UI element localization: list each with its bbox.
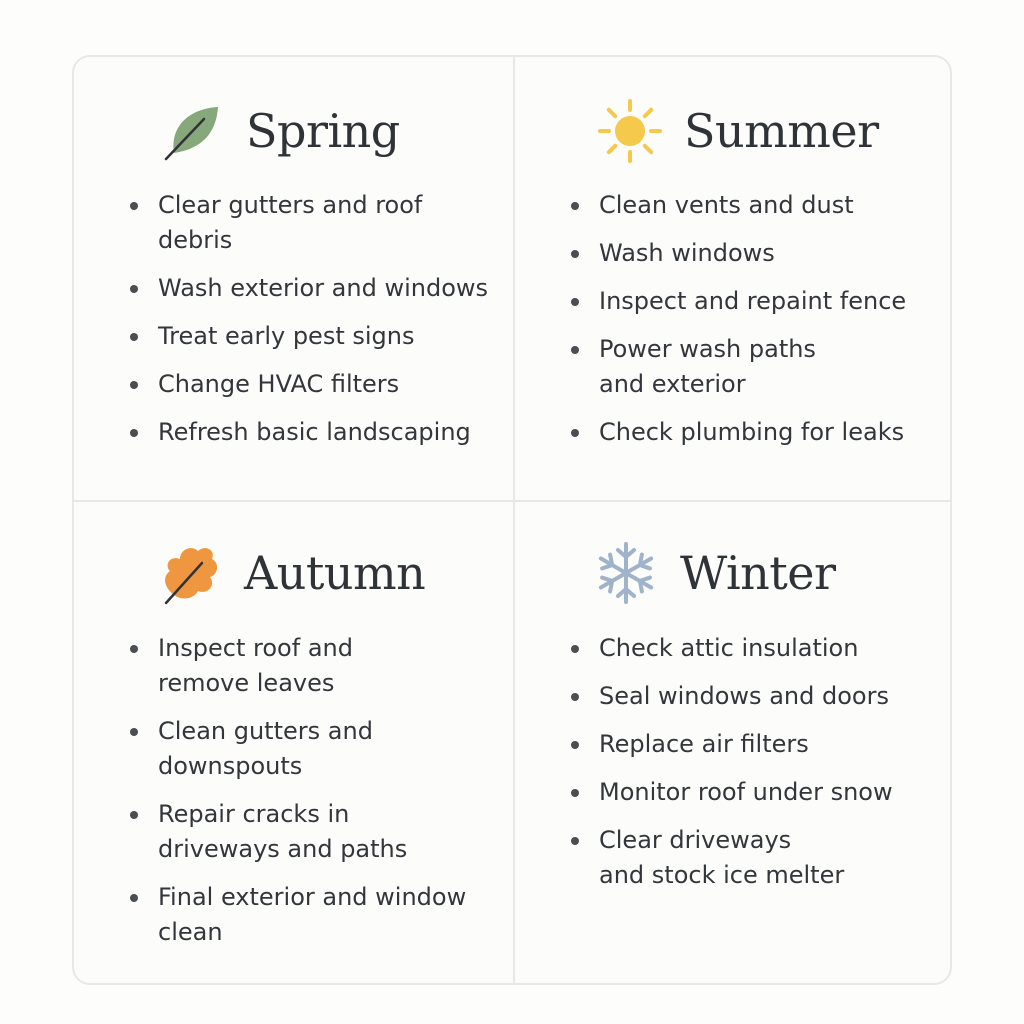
task-text: debris [158,226,233,254]
autumn-task-list [130,631,490,963]
task-item [571,236,931,271]
task-item [130,714,490,784]
task-text: clean [158,918,223,946]
task-text: and exterior [599,370,746,398]
task-item [571,679,931,714]
task-item [130,271,490,306]
spring-section [74,57,514,501]
task-item [571,727,931,762]
task-item [130,188,490,258]
task-text: driveways and paths [158,835,408,863]
task-text: Repair cracks in [158,800,350,828]
summer-task-list [571,188,931,463]
task-item [130,319,490,354]
winter-task-list [571,631,931,906]
task-item [130,880,490,950]
task-text: downspouts [158,752,303,780]
task-text: Clear driveways [599,826,792,854]
snowflake-icon [594,541,658,605]
summer-section [514,57,952,501]
task-item [571,415,931,450]
winter-section [514,501,952,985]
task-item [571,823,931,893]
task-text: Inspect and repaint fence [599,287,907,315]
task-item [130,631,490,701]
season-title: Spring [246,104,400,158]
task-text: Clean gutters and [158,717,373,745]
task-item [130,367,490,402]
season-title: Summer [684,104,879,158]
leaf-icon [160,99,224,163]
task-text: Wash windows [599,239,775,267]
task-text: Monitor roof under snow [599,778,893,806]
season-title: Winter [680,546,836,600]
winter-header [594,541,836,605]
task-text: and stock ice melter [599,861,845,889]
task-text: Check attic insulation [599,634,859,662]
task-text: Wash exterior and windows [158,274,489,302]
spring-task-list [130,188,490,463]
task-item [130,415,490,450]
task-text: Final exterior and window [158,883,467,911]
sun-icon [598,99,662,163]
task-text: Power wash paths [599,335,816,363]
summer-header [598,99,879,163]
task-text: Treat early pest signs [158,322,415,350]
seasonal-checklist-card [72,55,952,985]
task-text: Refresh basic landscaping [158,418,471,446]
autumn-section [74,501,514,985]
task-item [571,631,931,666]
task-item [130,797,490,867]
season-title: Autumn [244,546,426,600]
task-text: Replace air filters [599,730,809,758]
task-text: Change HVAC filters [158,370,400,398]
task-text: Check plumbing for leaks [599,418,905,446]
task-text: Seal windows and doors [599,682,889,710]
task-text: Clear gutters and roof [158,191,423,219]
task-item [571,775,931,810]
autumn-header [158,541,425,605]
spring-header [160,99,400,163]
task-text: remove leaves [158,669,335,697]
task-item [571,284,931,319]
autumn-leaf-icon [158,541,222,605]
task-text: Clean vents and dust [599,191,854,219]
task-text: Inspect roof and [158,634,353,662]
task-item [571,188,931,223]
task-item [571,332,931,402]
